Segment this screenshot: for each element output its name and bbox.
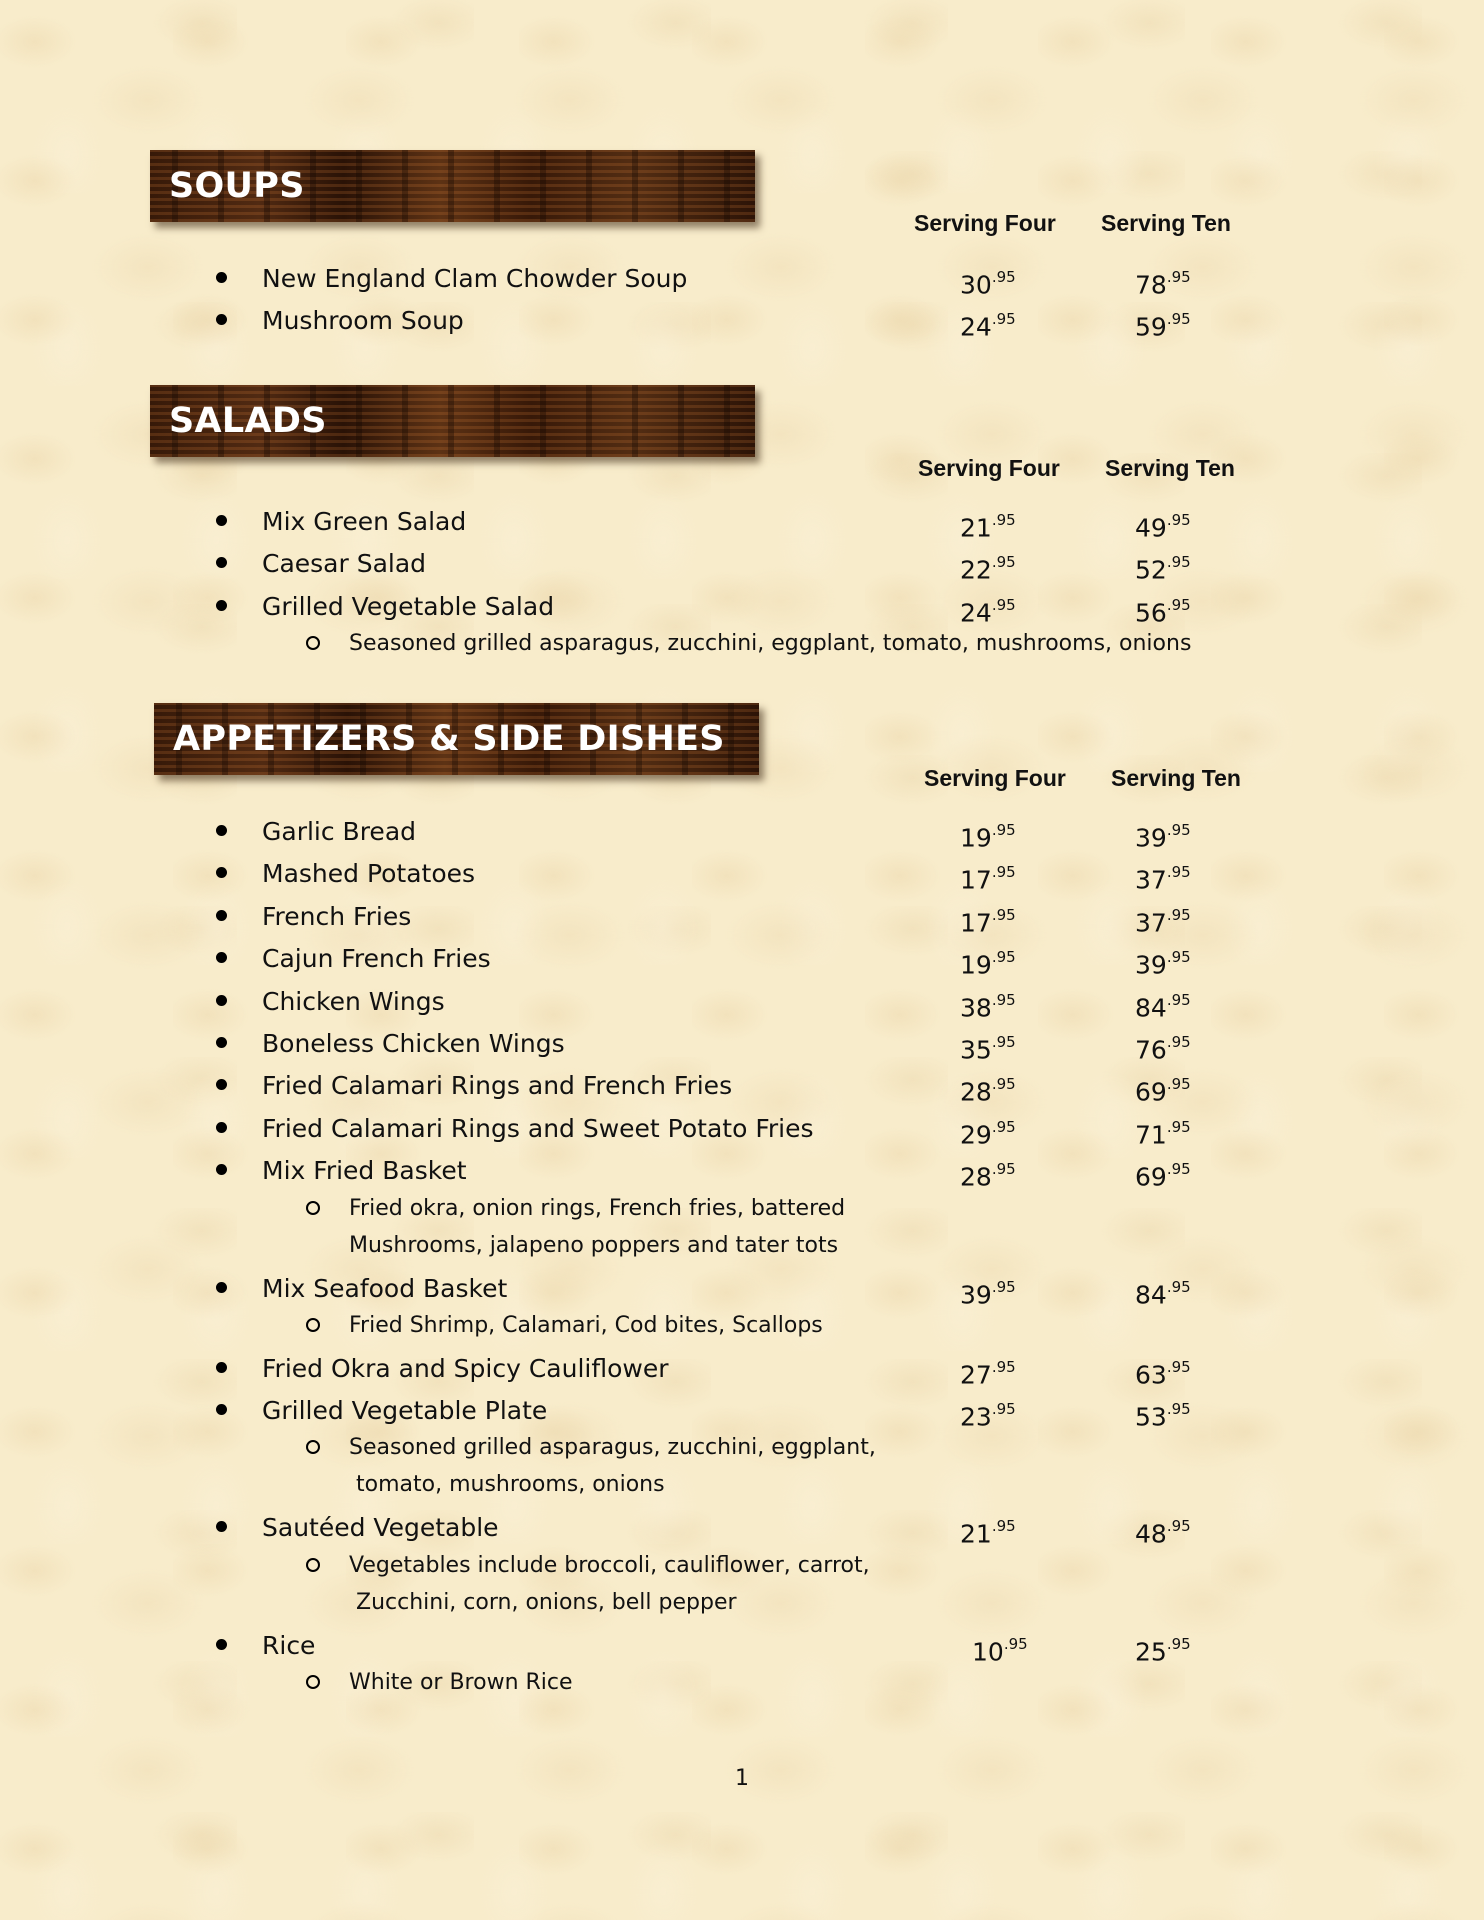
- price-whole: 48: [1135, 1519, 1167, 1549]
- menu-item: [0, 896, 1484, 938]
- price-cents: .95: [991, 905, 1016, 924]
- price-cents: .95: [991, 1357, 1016, 1376]
- bullet-icon: [216, 910, 227, 921]
- item-name: Chicken Wings: [262, 986, 445, 1016]
- price-cents: .95: [1166, 863, 1191, 882]
- menu-item: [0, 1507, 1484, 1549]
- price-whole: 21: [960, 1519, 992, 1549]
- price-whole: 25: [1135, 1637, 1167, 1667]
- menu-item: [0, 258, 1484, 300]
- price-serving-ten: [1135, 1023, 1191, 1071]
- menu-item: [0, 586, 1484, 628]
- price-cents: .95: [1166, 310, 1191, 329]
- price-serving-ten: [1135, 896, 1191, 944]
- item-detail: [0, 1190, 1484, 1265]
- salads-title: SALADS: [169, 401, 327, 441]
- price-whole: 53: [1135, 1402, 1167, 1432]
- price-cents: .95: [991, 1277, 1016, 1296]
- item-name: Fried Calamari Rings and French Fries: [262, 1071, 733, 1101]
- price-cents: .95: [991, 1117, 1016, 1136]
- price-cents: .95: [991, 595, 1016, 614]
- price-serving-four: [960, 258, 1016, 306]
- price-serving-ten: [1135, 853, 1191, 901]
- price-whole: 19: [960, 823, 992, 853]
- price-whole: 52: [1135, 555, 1167, 585]
- price-whole: 30: [960, 270, 992, 300]
- price-whole: 23: [960, 1402, 992, 1432]
- price-serving-four: [960, 853, 1016, 901]
- price-whole: 71: [1135, 1120, 1167, 1150]
- price-cents: .95: [991, 990, 1016, 1009]
- price-cents: .95: [991, 948, 1016, 967]
- item-name: Boneless Chicken Wings: [262, 1029, 565, 1058]
- price-whole: 10: [972, 1637, 1004, 1667]
- price-cents: .95: [1166, 1357, 1191, 1376]
- price-cents: .95: [991, 1160, 1016, 1179]
- menu-item: [0, 1348, 1484, 1390]
- bullet-icon: [216, 1404, 227, 1415]
- price-serving-four: [960, 543, 1016, 591]
- price-whole: 39: [960, 1279, 992, 1309]
- item-detail-text: Vegetables include broccoli, cauliflower, carrot, Zucchini, corn, onions, bell pepper: [349, 1552, 870, 1615]
- price-serving-four: [960, 1108, 1016, 1156]
- bullet-icon: [216, 1282, 227, 1293]
- soups-title: SOUPS: [169, 166, 305, 206]
- appetizers-title: APPETIZERS & SIDE DISHES: [173, 719, 725, 759]
- bullet-icon: [216, 272, 227, 283]
- bullet-icon: [216, 1122, 227, 1133]
- price-serving-ten: [1135, 501, 1191, 549]
- item-detail: [0, 625, 1484, 663]
- price-cents: .95: [991, 1399, 1016, 1418]
- price-serving-four: [960, 1065, 1016, 1113]
- menu-item: [0, 1023, 1484, 1065]
- price-cents: .95: [1003, 1634, 1028, 1653]
- bullet-icon: [216, 1037, 227, 1048]
- price-whole: 17: [960, 865, 992, 895]
- price-cents: .95: [1166, 595, 1191, 614]
- item-name: Mushroom Soup: [262, 306, 464, 336]
- price-whole: 28: [960, 1162, 992, 1192]
- item-detail-text: Seasoned grilled asparagus, zucchini, eggplant, tomato, mushrooms, onions: [349, 631, 1192, 657]
- price-cents: .95: [1166, 1517, 1191, 1536]
- item-detail-text: Fried okra, onion rings, French fries, battered Mushrooms, jalapeno poppers and tater tots: [349, 1195, 846, 1258]
- price-whole: 78: [1135, 270, 1167, 300]
- bullet-icon: [216, 557, 227, 568]
- salads-col-serving-ten: Serving Ten: [1105, 455, 1235, 481]
- menu-item: [0, 1150, 1484, 1192]
- price-serving-ten: [1135, 258, 1191, 306]
- bullet-icon: [216, 1362, 227, 1373]
- price-cents: .95: [1166, 948, 1191, 967]
- price-whole: 19: [960, 950, 992, 980]
- price-whole: 28: [960, 1077, 992, 1107]
- bullet-icon: [216, 1079, 227, 1090]
- price-serving-ten: [1135, 543, 1191, 591]
- price-whole: 27: [960, 1359, 992, 1389]
- price-cents: .95: [1166, 821, 1191, 839]
- price-cents: .95: [1166, 1160, 1191, 1179]
- item-name: Mix Fried Basket: [262, 1156, 467, 1186]
- menu-item: [0, 1108, 1484, 1150]
- menu-item: [0, 300, 1484, 342]
- price-cents: .95: [1166, 1399, 1191, 1418]
- price-serving-four: [960, 501, 1016, 549]
- price-serving-ten: [1135, 811, 1191, 859]
- menu-item: [0, 938, 1484, 980]
- item-name: Mix Seafood Basket: [262, 1273, 508, 1303]
- price-whole: 63: [1135, 1359, 1167, 1389]
- menu-item: [0, 501, 1484, 543]
- bullet-icon: [216, 1639, 227, 1650]
- price-whole: 37: [1135, 908, 1167, 938]
- price-cents: .95: [991, 1075, 1016, 1094]
- price-whole: 38: [960, 992, 992, 1022]
- hollow-bullet-icon: [306, 1558, 320, 1572]
- price-whole: 17: [960, 908, 992, 938]
- item-detail-text: Fried Shrimp, Calamari, Cod bites, Scallops: [349, 1313, 823, 1338]
- price-whole: 84: [1135, 992, 1167, 1022]
- menu-item: [0, 1268, 1484, 1310]
- price-cents: .95: [1166, 1634, 1191, 1653]
- price-cents: .95: [1166, 990, 1191, 1009]
- hollow-bullet-icon: [306, 1201, 320, 1215]
- price-whole: 22: [960, 555, 992, 585]
- price-cents: .95: [1166, 268, 1191, 286]
- item-name: Caesar Salad: [262, 549, 427, 579]
- price-serving-four: [960, 938, 1016, 986]
- item-name: Sautéed Vegetable: [262, 1513, 499, 1543]
- price-cents: .95: [991, 553, 1016, 572]
- bullet-icon: [216, 314, 227, 325]
- price-serving-ten: [1135, 938, 1191, 986]
- price-whole: 49: [1135, 513, 1167, 543]
- bullet-icon: [216, 1521, 227, 1532]
- price-whole: 39: [1135, 950, 1167, 980]
- price-whole: 84: [1135, 1279, 1167, 1309]
- hollow-bullet-icon: [306, 1440, 320, 1454]
- price-cents: .95: [991, 268, 1016, 286]
- item-detail: [0, 1429, 1484, 1504]
- menu-item: [0, 1065, 1484, 1107]
- price-serving-ten: [1135, 981, 1191, 1029]
- menu-item: [0, 1390, 1484, 1432]
- price-cents: .95: [991, 1517, 1016, 1536]
- appetizers-col-serving-ten: Serving Ten: [1111, 765, 1241, 791]
- item-name: Grilled Vegetable Salad: [262, 591, 555, 621]
- price-cents: .95: [991, 511, 1016, 529]
- price-whole: 29: [960, 1120, 992, 1150]
- bullet-icon: [216, 867, 227, 878]
- hollow-bullet-icon: [306, 1675, 320, 1689]
- price-whole: 69: [1135, 1077, 1167, 1107]
- soups-col-serving-ten: Serving Ten: [1101, 210, 1231, 236]
- salads-col-serving-four: Serving Four: [918, 455, 1060, 481]
- item-name: Garlic Bread: [262, 817, 417, 846]
- price-cents: .95: [1166, 905, 1191, 924]
- price-cents: .95: [1166, 1117, 1191, 1136]
- price-whole: 69: [1135, 1162, 1167, 1192]
- hollow-bullet-icon: [306, 636, 320, 650]
- item-name: Fried Calamari Rings and Sweet Potato Fries: [262, 1113, 814, 1143]
- price-serving-ten: [1135, 1065, 1191, 1113]
- price-whole: 59: [1135, 312, 1167, 342]
- bullet-icon: [216, 1164, 227, 1175]
- price-cents: .95: [1166, 1033, 1191, 1051]
- menu-item: [0, 981, 1484, 1023]
- appetizers-col-serving-four: Serving Four: [924, 765, 1066, 791]
- price-serving-four: [960, 896, 1016, 944]
- price-cents: .95: [1166, 1277, 1191, 1296]
- price-whole: 24: [960, 312, 992, 342]
- menu-item: [0, 543, 1484, 585]
- price-serving-four: [960, 300, 1016, 348]
- hollow-bullet-icon: [306, 1318, 320, 1332]
- price-serving-ten: [1135, 1348, 1191, 1396]
- price-cents: .95: [991, 863, 1016, 882]
- item-detail: [0, 1307, 1484, 1345]
- menu-item: [0, 853, 1484, 895]
- item-name: Grilled Vegetable Plate: [262, 1395, 548, 1425]
- bullet-icon: [216, 952, 227, 963]
- price-whole: 56: [1135, 598, 1167, 628]
- item-detail: [0, 1664, 1484, 1702]
- bullet-icon: [216, 515, 227, 526]
- item-name: Mix Green Salad: [262, 507, 467, 536]
- item-name: Mashed Potatoes: [262, 859, 476, 889]
- price-whole: 21: [960, 513, 992, 543]
- bullet-icon: [216, 995, 227, 1006]
- price-cents: .95: [991, 1033, 1016, 1051]
- item-name: French Fries: [262, 901, 412, 931]
- bullet-icon: [216, 825, 227, 836]
- price-serving-four: [960, 1348, 1016, 1396]
- price-whole: 37: [1135, 865, 1167, 895]
- item-detail-text: White or Brown Rice: [349, 1670, 573, 1696]
- salads-banner: [150, 385, 755, 457]
- price-serving-four: [960, 811, 1016, 859]
- price-serving-four: [960, 1023, 1016, 1071]
- menu-item: [0, 811, 1484, 853]
- price-whole: 76: [1135, 1035, 1167, 1065]
- page-number: 1: [735, 1766, 749, 1791]
- item-name: Rice: [262, 1630, 316, 1660]
- price-cents: .95: [991, 310, 1016, 329]
- item-name: New England Clam Chowder Soup: [262, 264, 688, 293]
- price-whole: 24: [960, 598, 992, 628]
- price-serving-ten: [1135, 1108, 1191, 1156]
- bullet-icon: [216, 600, 227, 611]
- item-detail: [0, 1547, 1484, 1622]
- appetizers-banner: [154, 703, 759, 775]
- price-whole: 39: [1135, 823, 1167, 853]
- item-name: Fried Okra and Spicy Cauliflower: [262, 1353, 669, 1383]
- price-cents: .95: [1166, 511, 1191, 529]
- price-cents: .95: [1166, 553, 1191, 572]
- price-whole: 35: [960, 1035, 992, 1065]
- soups-banner: [150, 150, 755, 222]
- price-serving-ten: [1135, 300, 1191, 348]
- menu-item: [0, 1625, 1484, 1667]
- item-detail-text: Seasoned grilled asparagus, zucchini, eggplant, tomato, mushrooms, onions: [349, 1435, 876, 1498]
- soups-col-serving-four: Serving Four: [914, 210, 1056, 236]
- price-cents: .95: [1166, 1075, 1191, 1094]
- price-cents: .95: [991, 821, 1016, 839]
- price-serving-four: [960, 981, 1016, 1029]
- item-name: Cajun French Fries: [262, 944, 491, 974]
